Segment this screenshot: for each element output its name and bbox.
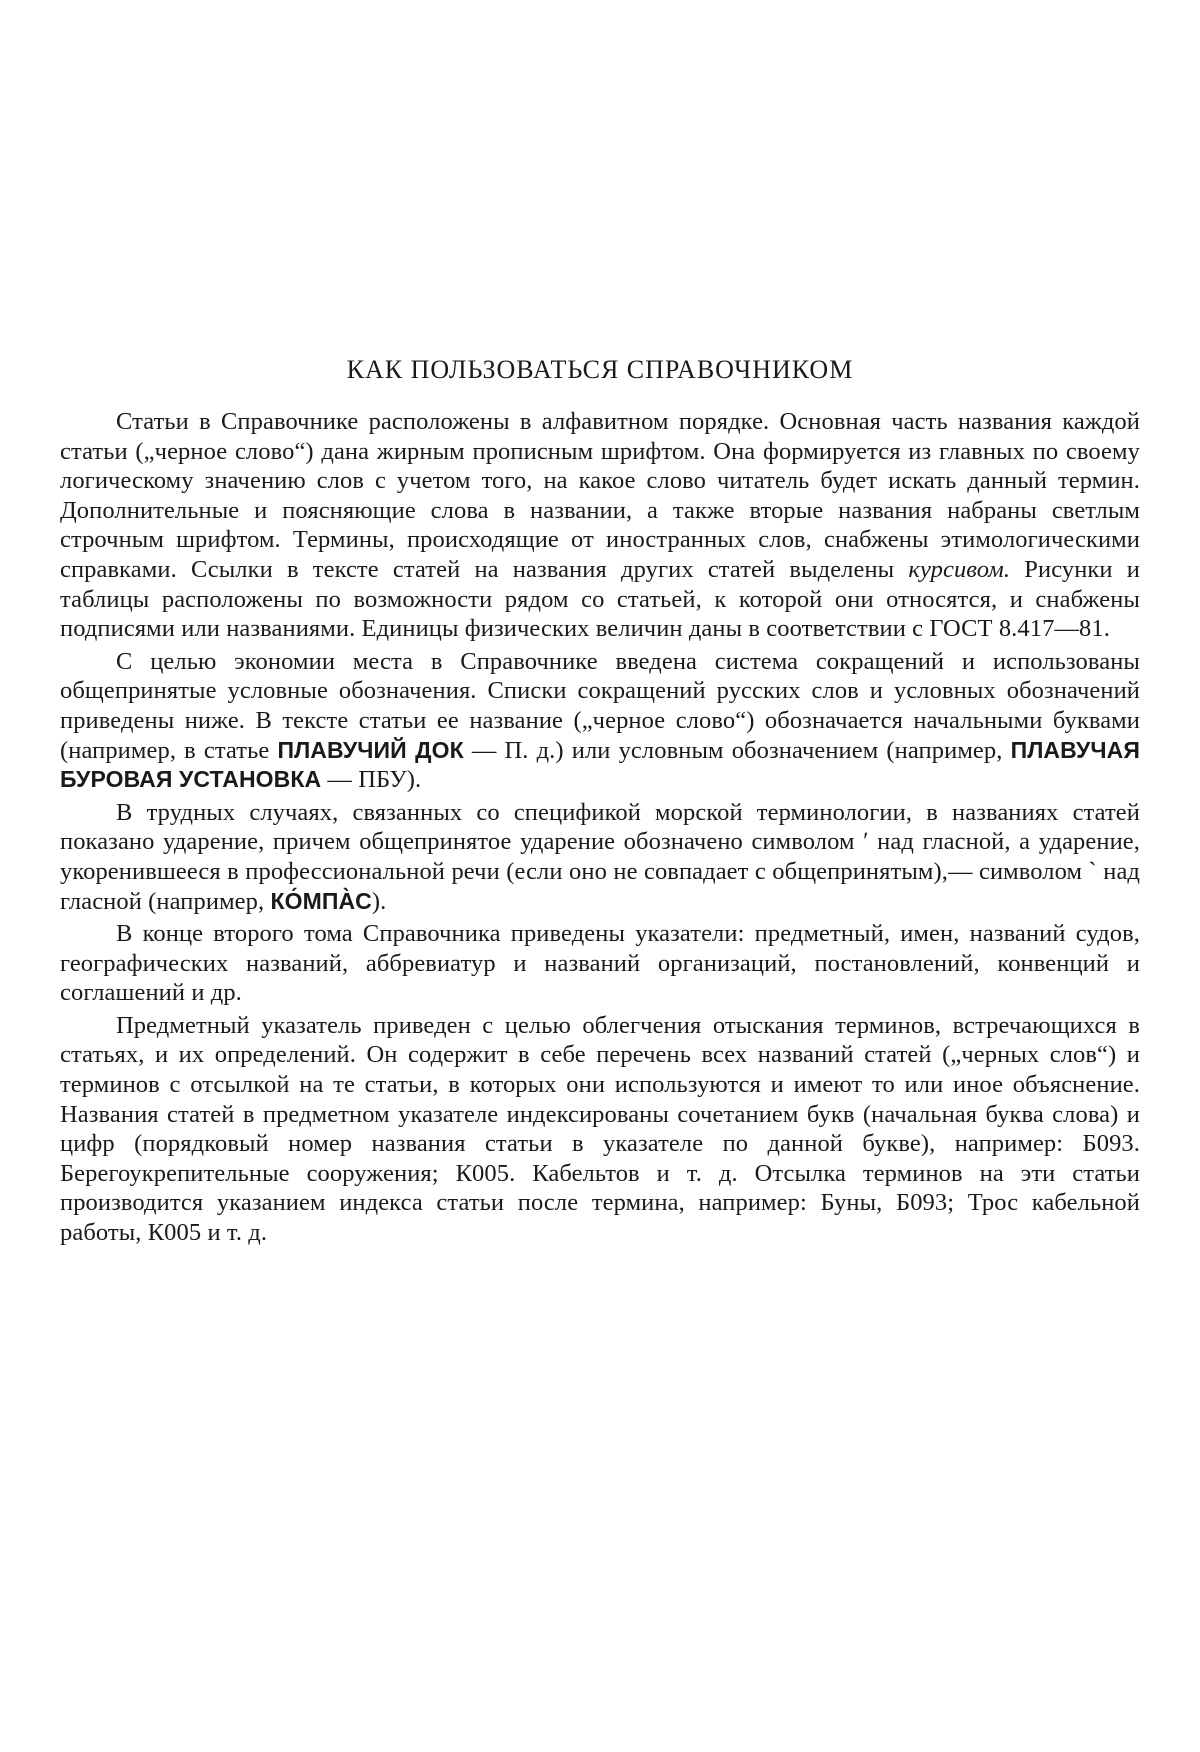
paragraph-subject-index: Предметный указатель приведен с целью облегчения отыскания терминов, встречающихся в статьях, и их определений. Он содержит в себе перечень всех названий статей („черных слов“) и терминов с отсылкой на те статьи, в которых они используются и имеют то или иное объяснение. Названия статей в предметном указателе индексированы сочетанием букв (начальная буква слова) и цифр (порядковый номер названия статьи в указателе по данной букве), например: Б093. Берегоукрепительные сооружения; К005. Кабельтов и т. д. Отсылка терминов на эти статьи производится указанием индекса статьи после термина, например: Буны, Б093; Трос кабельной работы, К005 и т. д. xyxy=(60,1011,1140,1248)
italic-term: курсивом. xyxy=(908,556,1010,583)
paragraph-stress xyxy=(60,798,1140,916)
paragraph-indexes: В конце второго тома Справочника приведены указатели: предметный, имен, названий судов, географических названий, аббревиатур и названий организаций, постановлений, конвенций и соглашений и др. xyxy=(60,919,1140,1008)
paragraph-abbreviations xyxy=(60,647,1140,795)
paragraph-text: С целью экономии места в Справочнике введена система сокращений и использованы общепринятые условные обозначения. Списки сокращений русских слов и условных обозначений приведены ниже. В тексте статьи ее название („черное слово“) обозначается начальными буквами (например, в статье xyxy=(60,648,1140,764)
paragraph-text: Статьи в Справочнике расположены в алфавитном порядке. Основная часть названия каждой статьи („черное слово“) дана жирным прописным шрифтом. Она формируется из главных по своему логическому значению слов с учетом того, на какое слово читатель будет искать данный термин. Дополнительные и поясняющие слова в названии, а также вторые названия набраны светлым строчным шрифтом. Термины, происходящие от иностранных слов, снабжены этимологическими справками. Ссылки в тексте статей на названия других статей выделены xyxy=(60,408,1140,583)
page-title: КАК ПОЛЬЗОВАТЬСЯ СПРАВОЧНИКОМ xyxy=(60,355,1140,385)
paragraph-text: Рисунки и таблицы расположены по возможности рядом со статьей, к которой они относятся, и снабжены подписями или названиями. Единицы физических величин даны в соответствии с ГОСТ 8.417—81. xyxy=(60,556,1140,642)
paragraph-text: В трудных случаях, связанных со спецификой морской терминологии, в названиях статей показано ударение, причем общепринятое ударение обозначено символом ʹ над гласной, а ударение, укоренившееся в профессиональной речи (если оно не совпадает с общепринятым),— символом ` над гласной (например, xyxy=(60,799,1140,915)
paragraph-text: — ПБУ). xyxy=(321,766,421,793)
paragraph-text: ). xyxy=(372,888,386,915)
paragraph-arrangement xyxy=(60,407,1140,644)
paragraph-text: — П. д.) или условным обозначением (например, xyxy=(464,737,1011,764)
bold-term: ПЛАВУЧАЯ БУРОВАЯ УСТАНОВКА xyxy=(60,737,1140,793)
bold-term: ПЛАВУЧИЙ ДОК xyxy=(277,737,463,763)
page-content xyxy=(60,355,1140,1251)
bold-term: КО́МПА̀С xyxy=(270,888,371,914)
